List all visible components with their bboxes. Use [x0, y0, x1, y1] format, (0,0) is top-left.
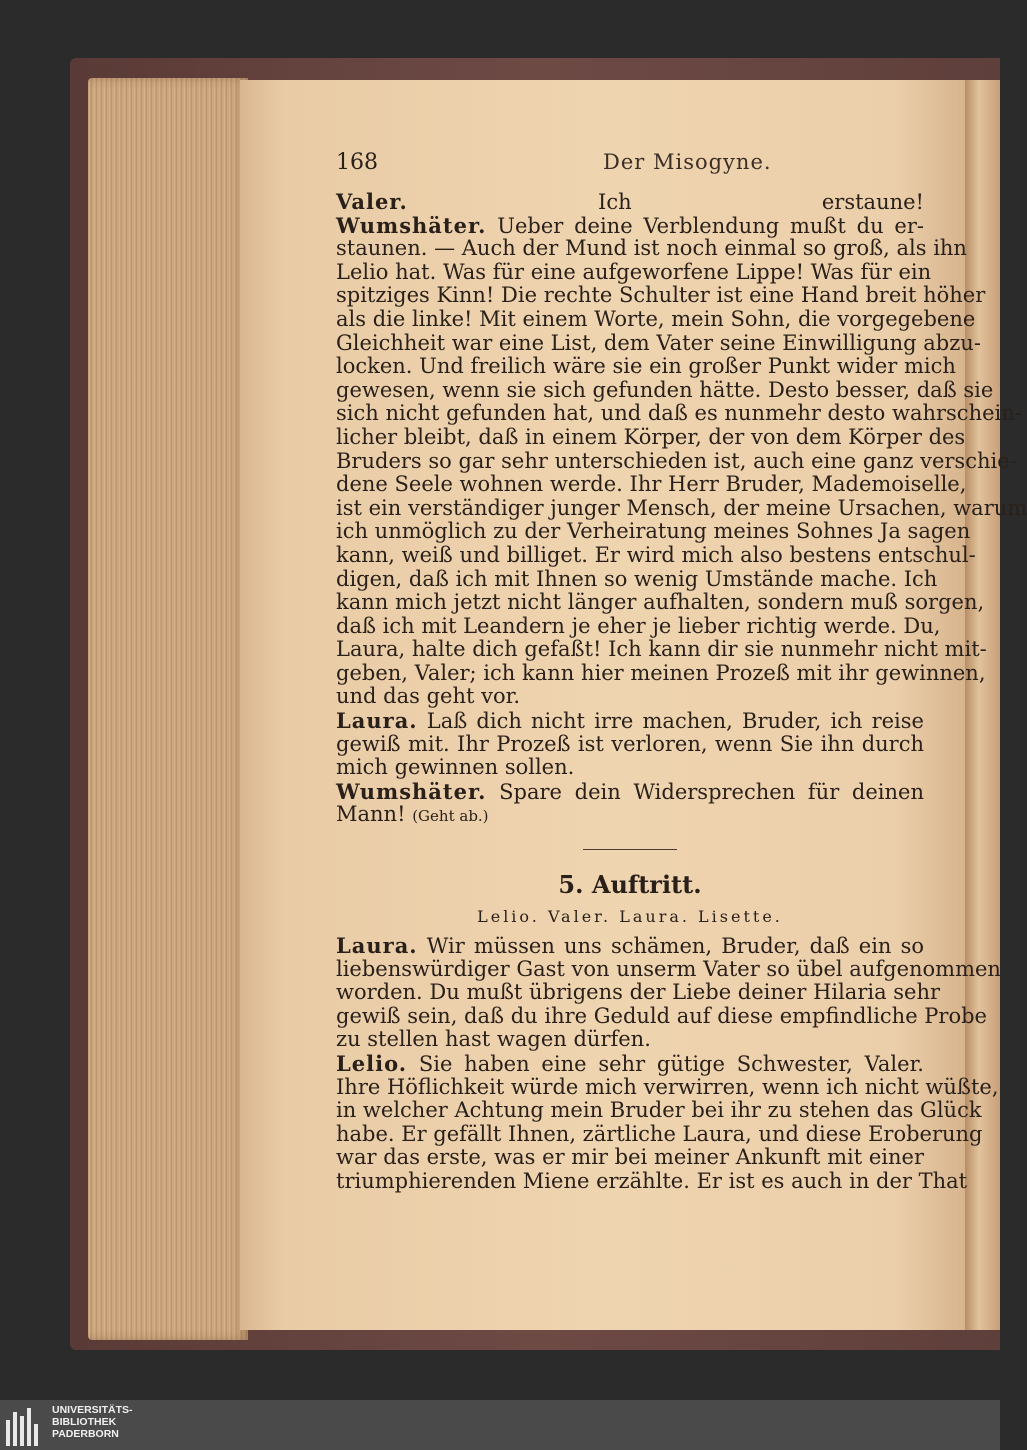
line-text: gewiß sein, daß du ihre Geduld auf diese empfindliche Probe [336, 1003, 987, 1028]
line-text: zu stellen hast wagen dürfen. [336, 1027, 651, 1052]
text-line [336, 956, 1001, 982]
scene-cast: Lelio. Valer. Laura. Lisette. [477, 907, 783, 927]
text-line [336, 803, 924, 827]
text-line [336, 613, 941, 639]
text-line [336, 495, 1027, 521]
stage-direction: (Geht ab.) [412, 807, 489, 826]
text-line [336, 1052, 924, 1076]
line-text: Sie haben eine sehr gütige Schwester, Valer. [418, 1052, 924, 1076]
text-line [336, 1168, 968, 1194]
scene-title: 5. Auftritt. [558, 870, 702, 900]
line-text: liebenswürdiger Gast von unserm Vater so übel aufgenommen [336, 956, 1001, 981]
speaker-name: Laura. [336, 933, 418, 959]
text-line [336, 1098, 982, 1123]
text-line [336, 542, 976, 568]
text-line [336, 709, 924, 733]
library-logo-icon [6, 1406, 46, 1446]
text-line [336, 236, 967, 261]
library-name-line: BIBLIOTHEK [52, 1416, 117, 1428]
text-line [336, 660, 986, 686]
speaker-name: Wumshäter. [336, 212, 487, 238]
text-line [336, 590, 985, 615]
page-text [336, 150, 1027, 1194]
speaker-name: Wumshäter. [336, 778, 487, 804]
text-line [336, 424, 966, 450]
text-line [336, 472, 967, 497]
library-name-line: PADERBORN [52, 1428, 119, 1440]
text-line [336, 1074, 999, 1100]
line-text: Ihre Höflichkeit würde mich verwirren, wenn ich nicht wüßte, [336, 1074, 999, 1099]
line-text: Mann! [336, 802, 406, 827]
text-line [336, 934, 924, 958]
line-text: ist ein verständiger junger Mensch, der meine Ursachen, warum [336, 495, 1027, 520]
text-line [336, 330, 981, 356]
line-text: staunen. — Auch der Mund ist noch einmal so groß, als ihn [336, 236, 967, 261]
line-text: digen, daß ich mit Ihnen so wenig Umstände mache. Ich [336, 566, 938, 591]
line-text: ich unmöglich zu der Verheiratung meines Sohnes Ja sagen [336, 519, 971, 544]
line-text: Bruders so gar sehr unterschieden ist, auch eine ganz verschie- [336, 448, 1017, 473]
text-line [336, 733, 924, 757]
text-line [336, 306, 976, 332]
text-line [336, 1121, 983, 1147]
text-line [336, 448, 1017, 474]
library-name-line: UNIVERSITÄTS- [52, 1404, 133, 1416]
text-line [336, 637, 987, 662]
line-text: triumphierenden Miene erzählte. Er ist es auch in der That [336, 1168, 968, 1193]
text-line [336, 756, 924, 780]
line-text: gewesen, wenn sie sich gefunden hätte. Desto besser, daß sie [336, 377, 994, 402]
speaker-name: Lelio. [336, 1051, 408, 1076]
section-divider [583, 849, 677, 850]
text-line [336, 377, 994, 403]
text-line [336, 780, 924, 804]
line-text: sich nicht gefunden hat, und daß es nunmehr desto wahrschein- [336, 401, 1022, 426]
text-line [336, 401, 1022, 426]
text-line [336, 190, 924, 214]
text-line [336, 1028, 924, 1052]
text-line [336, 354, 956, 379]
text-line [336, 566, 938, 592]
line-text: und das geht vor. [336, 684, 521, 709]
line-text: licher bleibt, daß in einem Körper, der von dem Körper des [336, 424, 966, 449]
library-footer [0, 1400, 1000, 1450]
body-text [336, 189, 1027, 827]
speaker-name: Laura. [336, 708, 418, 734]
line-text: mich gewinnen sollen. [336, 755, 575, 780]
line-text: dene Seele wohnen werde. Ihr Herr Bruder, Mademoiselle, [336, 472, 967, 497]
text-line [336, 259, 932, 285]
line-text: geben, Valer; ich kann hier meinen Prozeß mit ihr gewinnen, [336, 660, 986, 685]
running-title: Der Misogyne. [603, 150, 772, 174]
line-text: worden. Du mußt übrigens der Liebe deiner Hilaria sehr [336, 980, 941, 1005]
library-name [52, 1404, 133, 1440]
line-text: Ich erstaune! [598, 190, 924, 214]
line-text: Laura, halte dich gefaßt! Ich kann dir sie nunmehr nicht mit- [336, 637, 987, 662]
line-text: als die linke! Mit einem Worte, mein Sohn, die vorgegebene [336, 306, 976, 331]
page-number: 168 [336, 150, 378, 175]
line-text: Spare dein Widersprechen für deinen [499, 779, 924, 804]
text-line [336, 1146, 924, 1170]
text-line [336, 980, 941, 1005]
line-text: daß ich mit Leandern je eher je lieber richtig werde. Du, [336, 613, 941, 638]
line-text: Gleichheit war eine List, dem Vater seine Einwilligung abzu- [336, 330, 981, 355]
line-text: in welcher Achtung mein Bruder bei ihr zu stehen das Glück [336, 1098, 982, 1123]
text-line [336, 283, 986, 308]
line-text: gewiß mit. Ihr Prozeß ist verloren, wenn Sie ihn durch [336, 731, 924, 756]
line-text: war das erste, was er mir bei meiner Ankunft mit einer [336, 1145, 924, 1170]
text-line [336, 519, 971, 544]
text-line [336, 685, 924, 709]
speaker-name: Valer. [336, 189, 408, 214]
scene-text [336, 933, 1001, 1194]
line-text: habe. Er gefällt Ihnen, zärtliche Laura, und diese Eroberung [336, 1121, 983, 1146]
line-text: Wir müssen uns schämen, Bruder, daß ein so [426, 934, 924, 959]
line-text: locken. Und freilich wäre sie ein großer Punkt wider mich [336, 354, 956, 379]
line-text: Lelio hat. Was für eine aufgeworfene Lippe! Was für ein [336, 259, 932, 284]
line-text: spitziges Kinn! Die rechte Schulter ist eine Hand breit höher [336, 283, 986, 308]
line-text: Ueber deine Verblendung mußt du er- [497, 213, 924, 238]
text-line [336, 1003, 987, 1029]
line-text: Laß dich nicht irre machen, Bruder, ich reise [426, 709, 924, 734]
page-header [336, 150, 924, 190]
line-text: kann mich jetzt nicht länger aufhalten, sondern muß sorgen, [336, 590, 985, 615]
page-edges [88, 78, 248, 1340]
line-text: kann, weiß und billiget. Er wird mich also bestens entschul- [336, 542, 976, 567]
text-line [336, 214, 924, 238]
